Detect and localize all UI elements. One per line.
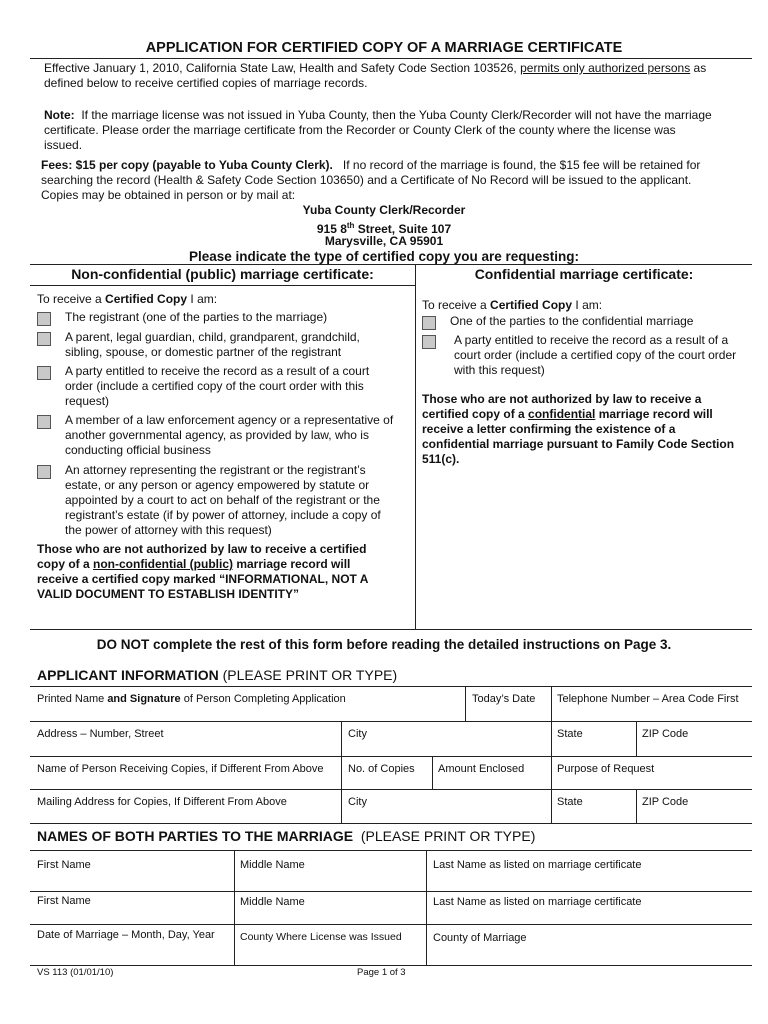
confidential-warning-a: Those who are not authorized by law to receive a certified copy of a <box>422 392 702 421</box>
applicant-rule-1 <box>30 721 752 722</box>
parties-heading-sub: (PLEASE PRINT OR TYPE) <box>353 828 536 844</box>
confidential-checkbox-court-order[interactable] <box>422 335 436 349</box>
applicant-rule-0 <box>30 686 752 687</box>
todays-date-field[interactable]: Today’s Date <box>472 693 536 705</box>
do-not-notice: DO NOT complete the rest of this form before reading the detailed instructions on Page 3. <box>96 637 672 652</box>
page-number: Page 1 of 3 <box>357 967 406 978</box>
confidential-warning-underlined: confidential <box>528 407 596 421</box>
note-line3: issued. <box>44 138 83 152</box>
mailing-state-field[interactable]: State <box>557 796 583 808</box>
last-name-2-field[interactable]: Last Name as listed on marriage certificate <box>433 896 642 908</box>
noncon-checkbox-attorney[interactable] <box>37 465 51 479</box>
note-label: Note: <box>44 108 75 122</box>
noncon-receive-a: To receive a <box>37 292 106 306</box>
indicate-heading: Please indicate the type of certified copy you are requesting: <box>188 249 580 264</box>
first-name-2-field[interactable]: First Name <box>37 895 91 907</box>
noncon-heading-rule <box>30 285 415 286</box>
fees-rest: If no record of the marriage is found, the $15 fee will be retained for <box>342 158 701 172</box>
address-field[interactable]: Address – Number, Street <box>37 728 164 740</box>
fees-line3: Copies may be obtained in person or by mail at: <box>41 188 296 202</box>
first-name-1-field[interactable]: First Name <box>37 859 91 871</box>
noncon-warning-b: marriage record will receive a certified copy marked “INFORMATIONAL, NOT A VALID DOCUMENT TO ESTABLISH IDENTITY” <box>37 557 368 601</box>
confidential-checkbox-party[interactable] <box>422 316 436 330</box>
city-field[interactable]: City <box>348 728 367 740</box>
note-line1: If the marriage license was not issued in Yuba County, then the Yuba County Clerk/Recorder will not have the marriage <box>81 108 712 122</box>
note-paragraph <box>44 108 750 153</box>
applicant-col-city <box>341 721 342 823</box>
printed-name-label-a: Printed Name <box>37 693 108 705</box>
intro-line2: defined below to receive certified copies of marriage records. <box>44 76 368 90</box>
parties-rule-3 <box>30 965 752 966</box>
intro-paragraph <box>44 61 750 91</box>
noncon-warning-a: Those who are not authorized by law to receive a certified copy of a <box>37 542 367 571</box>
parties-col-last <box>426 850 427 965</box>
fees-paragraph <box>41 158 753 203</box>
county-issued-field[interactable]: County Where License was Issued <box>240 931 402 943</box>
confidential-option-court-order: A party entitled to receive the record as a result of a court order (include a certified copy of the court order with this request) <box>454 333 737 377</box>
noncon-receive-b: Certified Copy <box>105 292 188 306</box>
intro-text-end: as <box>693 61 707 75</box>
noncon-option-relative: A parent, legal guardian, child, grandparent, grandchild, sibling, spouse, or domestic partner of the registrant <box>65 330 360 359</box>
parties-rule-1 <box>30 891 752 892</box>
parties-rule-0 <box>30 850 752 851</box>
confidential-receive-c: I am: <box>572 298 603 312</box>
intro-underlined: permits only authorized persons <box>520 61 691 75</box>
applicant-col-zip <box>636 721 637 756</box>
applicant-rule-4 <box>30 823 752 824</box>
street-rest: Street, Suite 107 <box>354 222 452 236</box>
applicant-heading-sub: (PLEASE PRINT OR TYPE) <box>218 667 398 683</box>
printed-name-field[interactable] <box>37 693 346 706</box>
fees-bold: Fees: $15 per copy (payable to Yuba County Clerk). <box>41 158 333 172</box>
no-copies-field[interactable]: No. of Copies <box>348 763 415 775</box>
street-ordinal: th <box>346 221 355 230</box>
clerk-city: Marysville, CA 95901 <box>324 234 444 248</box>
columns-divider <box>415 264 416 629</box>
mailing-address-field[interactable]: Mailing Address for Copies, If Different From Above <box>37 796 287 808</box>
receiver-field[interactable]: Name of Person Receiving Copies, if Different From Above <box>37 763 324 775</box>
noncon-warning-underlined: non-confidential (public) <box>93 557 233 571</box>
parties-heading <box>37 828 535 844</box>
noncon-checkbox-registrant[interactable] <box>37 312 51 326</box>
confidential-warning-b: marriage record will receive a letter confirming the existence of a confidential marriage pursuant to Family Code Section 511(c). <box>422 407 735 466</box>
noncon-option-attorney: An attorney representing the registrant or the registrant’s estate, or any person or agency empowered by statute or appointed by a court to act on behalf of the registrant or the registrant’s estate (if by power of attorney, include a copy of the power of attorney with this request) <box>65 463 381 537</box>
noncon-receive-c: I am: <box>187 292 218 306</box>
noncon-option-registrant: The registrant (one of the parties to the marriage) <box>65 310 328 324</box>
state-field[interactable]: State <box>557 728 583 740</box>
street-number: 915 8 <box>316 222 347 236</box>
printed-name-label-b: and Signature <box>107 693 181 705</box>
noncon-warning <box>37 542 392 602</box>
confidential-heading: Confidential marriage certificate: <box>474 266 694 282</box>
last-name-1-field[interactable]: Last Name as listed on marriage certificate <box>433 859 642 871</box>
middle-name-1-field[interactable]: Middle Name <box>240 859 305 871</box>
applicant-rule-3 <box>30 789 752 790</box>
parties-rule-2 <box>30 924 752 925</box>
confidential-option-party: One of the parties to the confidential marriage <box>450 314 694 328</box>
form-number: VS 113 (01/01/10) <box>37 967 114 978</box>
confidential-warning <box>422 392 737 467</box>
purpose-field[interactable]: Purpose of Request <box>557 763 655 775</box>
parties-col-middle <box>234 850 235 965</box>
applicant-col-phone <box>551 686 552 823</box>
telephone-field[interactable]: Telephone Number – Area Code First <box>557 693 739 705</box>
noncon-option-court-order: A party entitled to receive the record as a result of a court order (include a certified copy of the court order with this request) <box>65 364 370 408</box>
applicant-rule-2 <box>30 756 752 757</box>
title-rule <box>30 58 752 59</box>
applicant-col-date <box>465 686 466 721</box>
form-title: APPLICATION FOR CERTIFIED COPY OF A MARRIAGE CERTIFICATE <box>145 40 623 56</box>
mailing-city-field[interactable]: City <box>348 796 367 808</box>
columns-top-rule <box>30 264 752 265</box>
fees-line2: searching the record (Health & Safety Code Section 103650) and a Certificate of No Record will be issued to the applicant. <box>41 173 692 187</box>
applicant-col-zip2 <box>636 789 637 823</box>
marriage-date-field[interactable]: Date of Marriage – Month, Day, Year <box>37 929 215 941</box>
noncon-option-law-enforcement: A member of a law enforcement agency or a representative of another governmental agency, as provided by law, who is conducting official business <box>65 413 394 457</box>
parties-heading-main: NAMES OF BOTH PARTIES TO THE MARRIAGE <box>37 828 354 844</box>
confidential-receive-b: Certified Copy <box>490 298 573 312</box>
note-line2: certificate. Please order the marriage certificate from the Recorder or County Clerk of the county where the license was <box>44 123 676 137</box>
intro-text: Effective January 1, 2010, California State Law, Health and Safety Code Section 103526, <box>44 61 517 75</box>
clerk-name: Yuba County Clerk/Recorder <box>302 203 466 217</box>
noncon-checkbox-court-order[interactable] <box>37 366 51 380</box>
applicant-col-amount <box>432 756 433 789</box>
noncon-checkbox-law-enforcement[interactable] <box>37 415 51 429</box>
zip-field[interactable]: ZIP Code <box>642 728 689 740</box>
columns-bottom-rule <box>30 629 752 630</box>
noncon-checkbox-relative[interactable] <box>37 332 51 346</box>
mailing-zip-field[interactable]: ZIP Code <box>642 796 689 808</box>
noncon-heading: Non-confidential (public) marriage certificate: <box>71 266 374 282</box>
county-of-marriage-field[interactable]: County of Marriage <box>433 932 527 944</box>
confidential-receive <box>422 298 602 313</box>
middle-name-2-field[interactable]: Middle Name <box>240 896 305 908</box>
applicant-heading <box>37 667 397 683</box>
noncon-receive <box>37 292 217 307</box>
confidential-receive-a: To receive a <box>422 298 491 312</box>
amount-field[interactable]: Amount Enclosed <box>438 763 525 775</box>
applicant-heading-main: APPLICANT INFORMATION <box>37 667 219 683</box>
printed-name-label-c: of Person Completing Application <box>180 693 346 705</box>
